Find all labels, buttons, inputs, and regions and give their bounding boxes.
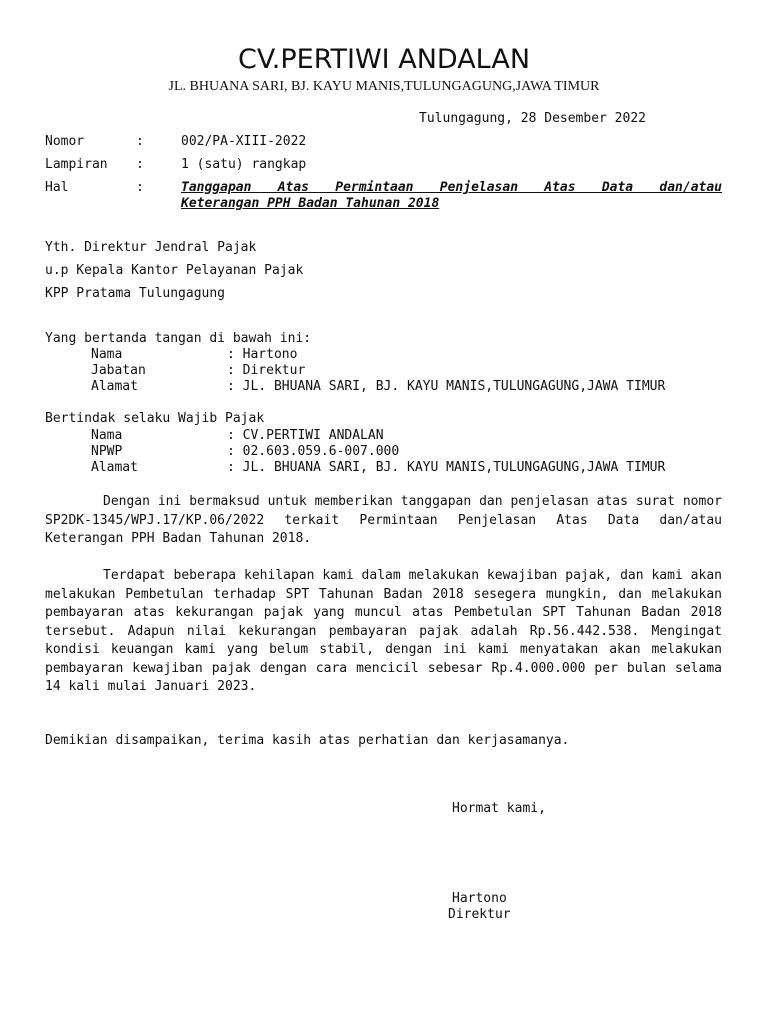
taxpayer-alamat-value: : JL. BHUANA SARI, BJ. KAYU MANIS,TULUNGAGUNG,JAWA TIMUR — [227, 460, 666, 475]
signer-alamat-label: Alamat — [91, 379, 138, 394]
body-paragraph-2 — [45, 567, 722, 697]
letter-date: Tulungagung, 28 Desember 2022 — [419, 111, 646, 126]
body-paragraph-1-text: Dengan ini bermaksud untuk memberikan tanggapan dan penjelasan atas surat nomor SP2DK-1345/WPJ.17/KP.06/2022 terkait Permintaan Penjelasan Atas Data dan/atau Keterangan PPH Badan Tahunan 2018. — [45, 494, 722, 546]
taxpayer-npwp-label: NPWP — [91, 444, 123, 459]
signer-nama-value: : Hartono — [227, 347, 298, 362]
hal-colon: : — [136, 180, 144, 195]
recipient-line2: u.p Kepala Kantor Pelayanan Pajak — [45, 263, 304, 278]
taxpayer-nama-value: : CV.PERTIWI ANDALAN — [227, 428, 384, 443]
signer-jabatan-value: : Direktur — [227, 363, 306, 378]
signer-intro: Yang bertanda tangan di bawah ini: — [45, 331, 312, 346]
lampiran-colon: : — [136, 157, 144, 172]
company-address: JL. BHUANA SARI, BJ. KAYU MANIS,TULUNGAGUNG,JAWA TIMUR — [168, 79, 600, 94]
recipient-line1: Yth. Direktur Jendral Pajak — [45, 240, 257, 255]
lampiran-value: 1 (satu) rangkap — [181, 157, 307, 172]
hal-subject-line1: Tanggapan Atas Permintaan Penjelasan Atas Data dan/atau — [181, 180, 722, 195]
closing-sentence: Demikian disampaikan, terima kasih atas perhatian dan kerjasamanya. — [45, 733, 570, 748]
nomor-colon: : — [136, 134, 144, 149]
signature-greeting: Hormat kami, — [452, 801, 546, 816]
hal-subject — [181, 180, 722, 212]
recipient-line3: KPP Pratama Tulungagung — [45, 286, 226, 301]
company-name: CV.PERTIWI ANDALAN — [237, 44, 531, 75]
nomor-value: 002/PA-XIII-2022 — [181, 134, 307, 149]
nomor-label: Nomor — [45, 134, 85, 149]
lampiran-label: Lampiran — [45, 157, 108, 172]
signer-nama-label: Nama — [91, 347, 123, 362]
taxpayer-npwp-value: : 02.603.059.6-007.000 — [227, 444, 400, 459]
hal-label: Hal — [45, 180, 69, 195]
body-paragraph-1 — [45, 493, 722, 549]
taxpayer-alamat-label: Alamat — [91, 460, 138, 475]
signer-jabatan-label: Jabatan — [91, 363, 146, 378]
body-paragraph-2-text: Terdapat beberapa kehilapan kami dalam melakukan kewajiban pajak, dan kami akan melakukan Pembetulan terhadap SPT Tahunan Badan 2018 sesegera mungkin, dan melakukan pembayaran atas kekurangan pajak yang muncul atas Pembetulan SPT Tahunan Badan 2018 tersebut. Adapun nilai kekurangan pembayaran pajak adalah Rp.56.442.538. Mengingat kondisi keuangan kami yang belum stabil, dengan ini kami menyatakan akan melakukan pembayaran kewajiban pajak dengan cara mencicil sebesar Rp.4.000.000 per bulan selama 14 kali mulai Januari 2023. — [45, 568, 722, 694]
hal-subject-line2: Keterangan PPH Badan Tahunan 2018 — [181, 196, 440, 211]
taxpayer-intro: Bertindak selaku Wajib Pajak — [45, 411, 265, 426]
taxpayer-nama-label: Nama — [91, 428, 123, 443]
signature-title: Direktur — [448, 907, 511, 922]
signer-alamat-value: : JL. BHUANA SARI, BJ. KAYU MANIS,TULUNGAGUNG,JAWA TIMUR — [227, 379, 666, 394]
signature-name: Hartono — [452, 891, 507, 906]
